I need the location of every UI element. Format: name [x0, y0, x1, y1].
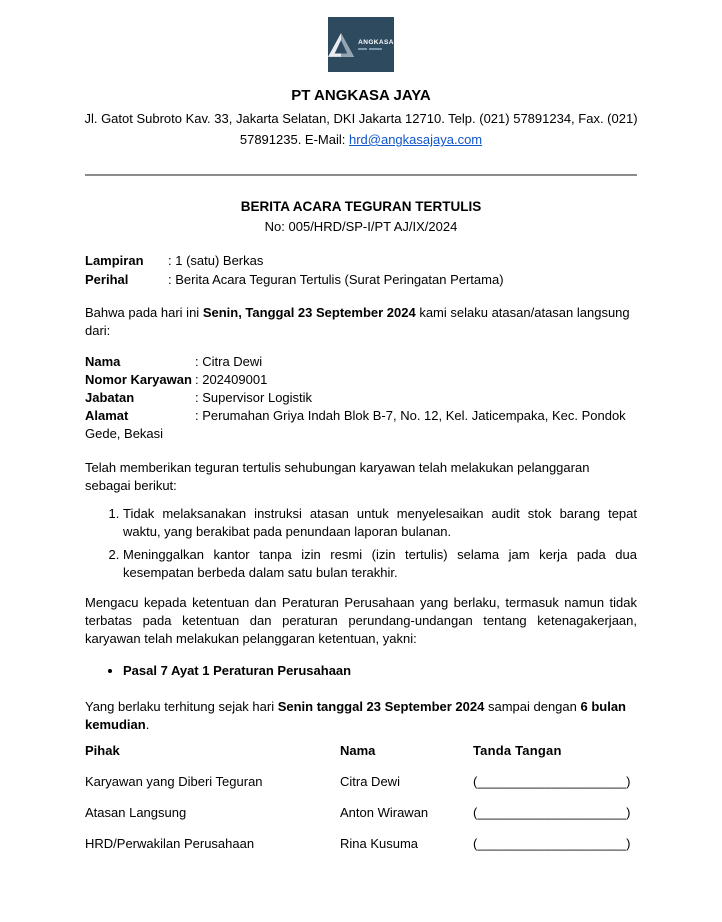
- signature-line: (____________________): [473, 805, 631, 820]
- signature-row-atasan: [85, 806, 637, 820]
- violation-intro-paragraph: Telah memberikan teguran tertulis sehubungan karyawan telah melakukan pelanggaran sebagai berikut:: [85, 460, 590, 493]
- meta-value: : Berita Acara Teguran Tertulis (Surat Peringatan Pertama): [168, 272, 504, 287]
- meta-label: Lampiran: [85, 253, 144, 268]
- field-value: : 202409001: [195, 372, 268, 387]
- intro-pre: Bahwa pada hari ini: [85, 305, 203, 320]
- party-name: Anton Wirawan: [340, 805, 429, 820]
- field-value: : Supervisor Logistik: [195, 390, 313, 405]
- violation-item: 2. Meninggalkan kantor tanpa izin resmi (izin tertulis) selama jam kerja pada dua kesempatan berbeda dalam satu bulan terakhir.: [123, 546, 637, 582]
- column-header-pihak: Pihak: [85, 743, 120, 758]
- meta-row-perihal: [85, 270, 637, 289]
- meta-label: Perihal: [85, 272, 129, 287]
- party-name: Citra Dewi: [340, 774, 400, 789]
- logo-tagline: [358, 48, 382, 51]
- signature-row-karyawan: [85, 775, 637, 789]
- validity-pre: Yang berlaku terhitung sejak hari: [85, 699, 278, 714]
- party-label: HRD/Perwakilan Perusahaan: [85, 836, 255, 851]
- employee-field-nomor: [85, 371, 637, 389]
- email-link[interactable]: hrd@angkasajaya.com: [348, 132, 483, 147]
- company-logo: [328, 17, 394, 72]
- employee-field-jabatan: [85, 389, 637, 407]
- signature-line: (____________________): [473, 774, 631, 789]
- column-header-tanda-tangan: Tanda Tangan: [473, 743, 562, 758]
- party-label: Atasan Langsung: [85, 805, 187, 820]
- company-name: PT ANGKASA JAYA: [291, 87, 431, 104]
- triangle-a-icon: [328, 33, 354, 57]
- employee-block: [85, 353, 637, 443]
- validity-paragraph: [85, 698, 637, 734]
- logo-text-block: [358, 39, 394, 51]
- meta-row-lampiran: [85, 251, 637, 270]
- address-text: Jl. Gatot Subroto Kav. 33, Jakarta Selatan, DKI Jakarta 12710. Telp. (021) 57891234, Fax. (021): [84, 111, 638, 126]
- signature-table: [85, 744, 637, 851]
- signature-row-hrd: [85, 837, 637, 851]
- company-address: [70, 108, 652, 150]
- address-text-2: 57891235. E-Mail:: [239, 132, 349, 147]
- employee-field-alamat: [85, 407, 637, 443]
- column-header-nama: Nama: [340, 743, 376, 758]
- field-label: Nomor Karyawan: [85, 372, 192, 387]
- intro-date-bold: Senin, Tanggal 23 September 2024: [202, 305, 416, 320]
- validity-duration-bold: 6 bulan kemudian: [85, 699, 626, 732]
- regulation-intro-paragraph: Mengacu kepada ketentuan dan Peraturan Perusahaan yang berlaku, termasuk namun tidak terbatas pada ketentuan dan peraturan perundang-undangan tentang ketenagakerjaan, karyawan telah melakukan pelanggaran ketentuan, yakni:: [85, 595, 637, 646]
- regulation-item: • Pasal 7 Ayat 1 Peraturan Perusahaan: [123, 662, 637, 680]
- document-number: No: 005/HRD/SP-I/PT AJ/IX/2024: [264, 219, 458, 234]
- signature-line: (____________________): [473, 836, 631, 851]
- violation-item: 1. Tidak melaksanakan instruksi atasan untuk menyelesaikan audit stok barang tepat waktu, yang berakibat pada penundaan laporan bulanan.: [123, 505, 637, 541]
- intro-post: kami selaku atasan/atasan langsung dari:: [85, 305, 630, 338]
- validity-post: .: [145, 717, 150, 732]
- validity-mid: sampai dengan: [484, 699, 581, 714]
- field-label: Jabatan: [85, 390, 135, 405]
- validity-date-bold: Senin tanggal 23 September 2024: [277, 699, 485, 714]
- header-divider: [85, 174, 637, 176]
- party-label: Karyawan yang Diberi Teguran: [85, 774, 263, 789]
- signature-header-row: [85, 744, 637, 758]
- field-label: Alamat: [85, 408, 129, 423]
- meta-value: : 1 (satu) Berkas: [168, 253, 264, 268]
- party-name: Rina Kusuma: [340, 836, 419, 851]
- logo-container: [85, 17, 637, 72]
- regulation-list: [85, 662, 637, 680]
- intro-paragraph: [85, 304, 637, 340]
- document-title: BERITA ACARA TEGURAN TERTULIS: [240, 199, 482, 214]
- violation-list: [85, 505, 637, 582]
- field-value: : Perumahan Griya Indah Blok B-7, No. 12, Kel. Jaticempaka, Kec. Pondok Gede, Bekasi: [85, 408, 626, 441]
- logo-wordmark: ANGKASA: [358, 38, 394, 46]
- employee-field-nama: [85, 353, 637, 371]
- field-label: Nama: [85, 354, 121, 369]
- meta-block: [85, 251, 637, 289]
- field-value: : Citra Dewi: [195, 354, 263, 369]
